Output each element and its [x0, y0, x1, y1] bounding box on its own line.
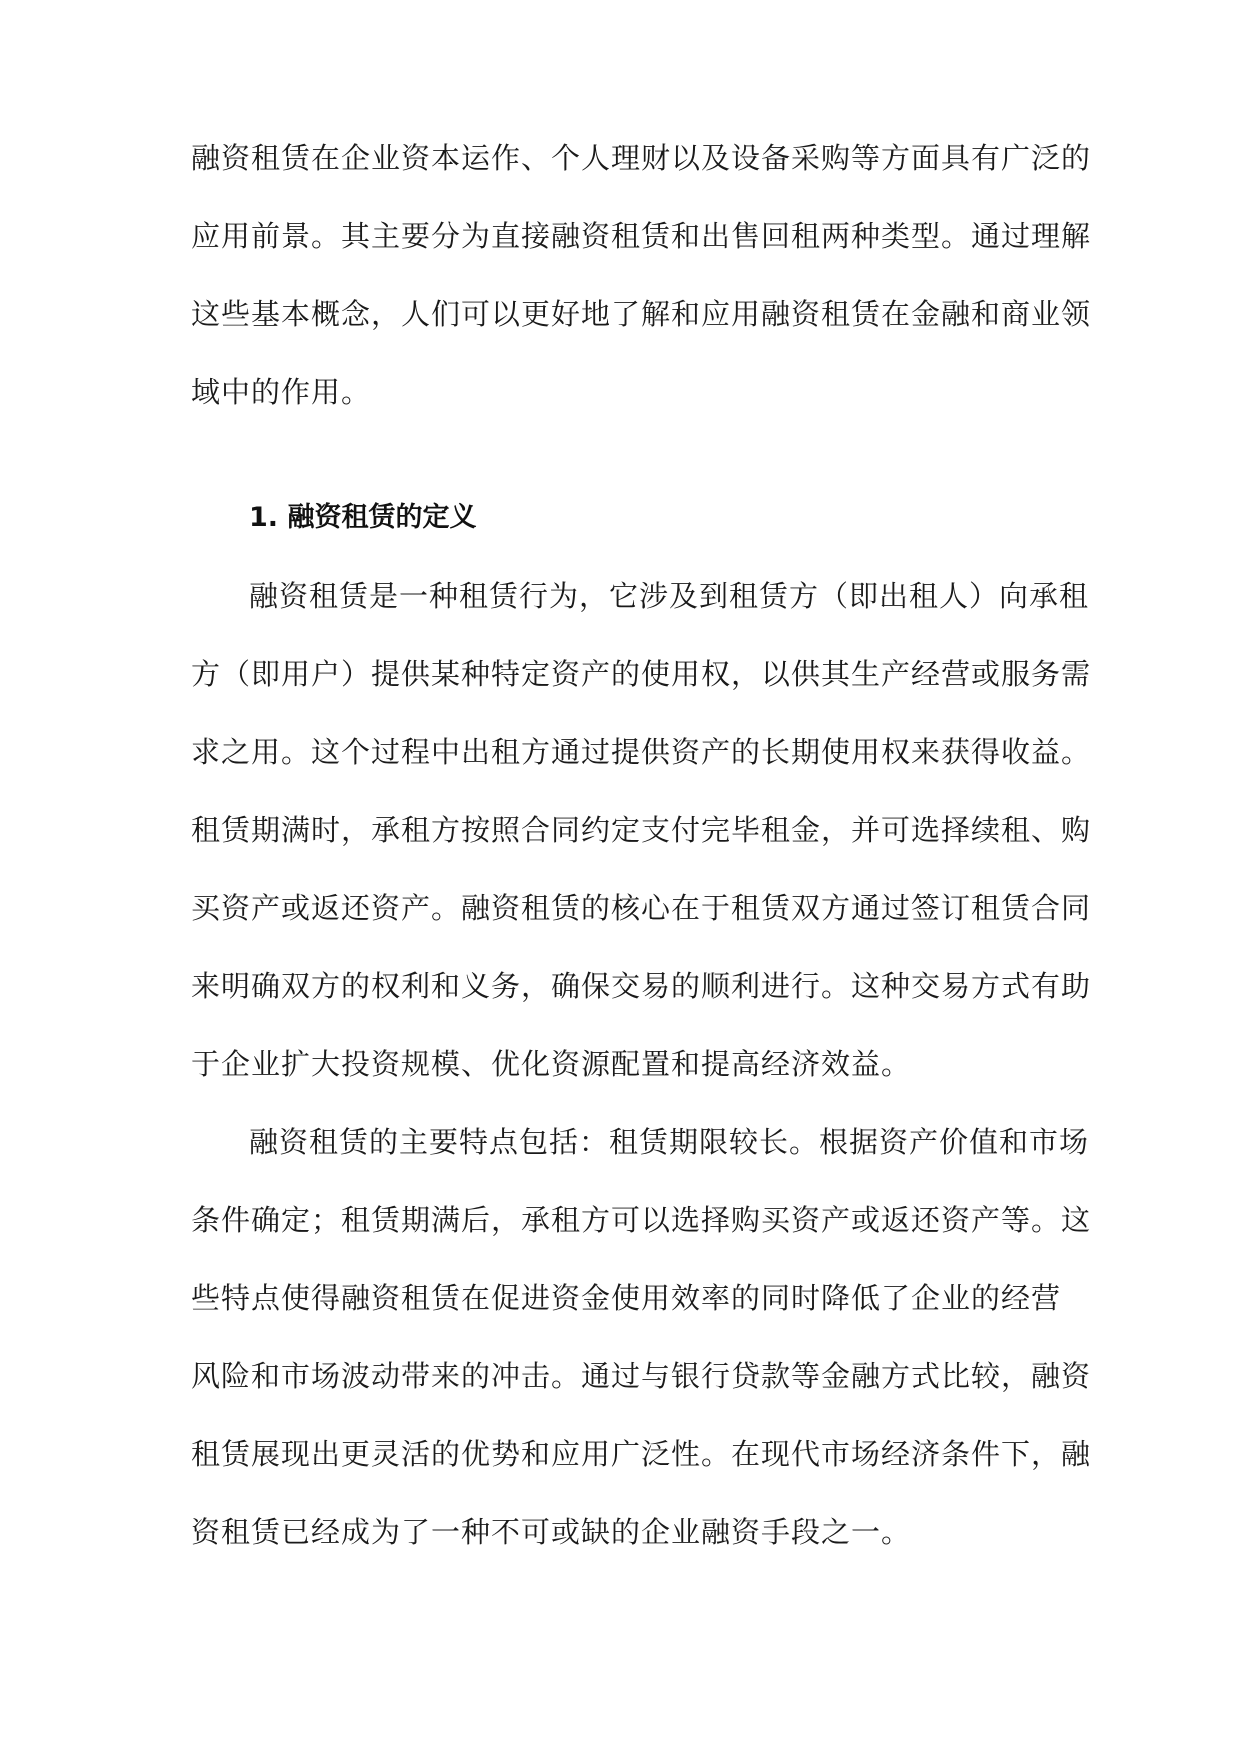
- paragraph-line: 方（即用户）提供某种特定资产的使用权，以供其生产经营或服务需: [191, 657, 1092, 691]
- paragraph-line: 融资租赁是一种租赁行为，它涉及到租赁方（即出租人）向承租: [249, 579, 1090, 613]
- intro-line: 融资租赁在企业资本运作、个人理财以及设备采购等方面具有广泛的: [191, 141, 1092, 175]
- intro-line: 域中的作用。: [191, 375, 372, 409]
- paragraph-line: 资租赁已经成为了一种不可或缺的企业融资手段之一。: [191, 1515, 912, 1549]
- features-paragraph: [191, 1122, 1092, 1552]
- section-heading: 1. 融资租赁的定义: [249, 502, 477, 533]
- paragraph-line: 租赁展现出更灵活的优势和应用广泛性。在现代市场经济条件下，融: [191, 1437, 1092, 1471]
- paragraph-line: 条件确定；租赁期满后，承租方可以选择购买资产或返还资产等。这: [191, 1203, 1092, 1237]
- paragraph-line: 租赁期满时，承租方按照合同约定支付完毕租金，并可选择续租、购: [191, 813, 1092, 847]
- definition-paragraph: [191, 576, 1092, 1084]
- intro-paragraph: [191, 138, 1092, 412]
- paragraph-line: 风险和市场波动带来的冲击。通过与银行贷款等金融方式比较，融资: [191, 1359, 1092, 1393]
- intro-line: 应用前景。其主要分为直接融资租赁和出售回租两种类型。通过理解: [191, 219, 1092, 253]
- paragraph-line: 求之用。这个过程中出租方通过提供资产的长期使用权来获得收益。: [191, 735, 1092, 769]
- document-body: [191, 138, 1092, 1552]
- paragraph-line: 于企业扩大投资规模、优化资源配置和提高经济效益。: [191, 1047, 912, 1081]
- paragraph-line: 些特点使得融资租赁在促进资金使用效率的同时降低了企业的经营: [191, 1281, 1062, 1315]
- paragraph-line: 买资产或返还资产。融资租赁的核心在于租赁双方通过签订租赁合同: [191, 891, 1092, 925]
- paragraph-line: 来明确双方的权利和义务，确保交易的顺利进行。这种交易方式有助: [191, 969, 1092, 1003]
- paragraph-line: 融资租赁的主要特点包括：租赁期限较长。根据资产价值和市场: [249, 1125, 1090, 1159]
- intro-line: 这些基本概念，人们可以更好地了解和应用融资租赁在金融和商业领: [191, 297, 1092, 331]
